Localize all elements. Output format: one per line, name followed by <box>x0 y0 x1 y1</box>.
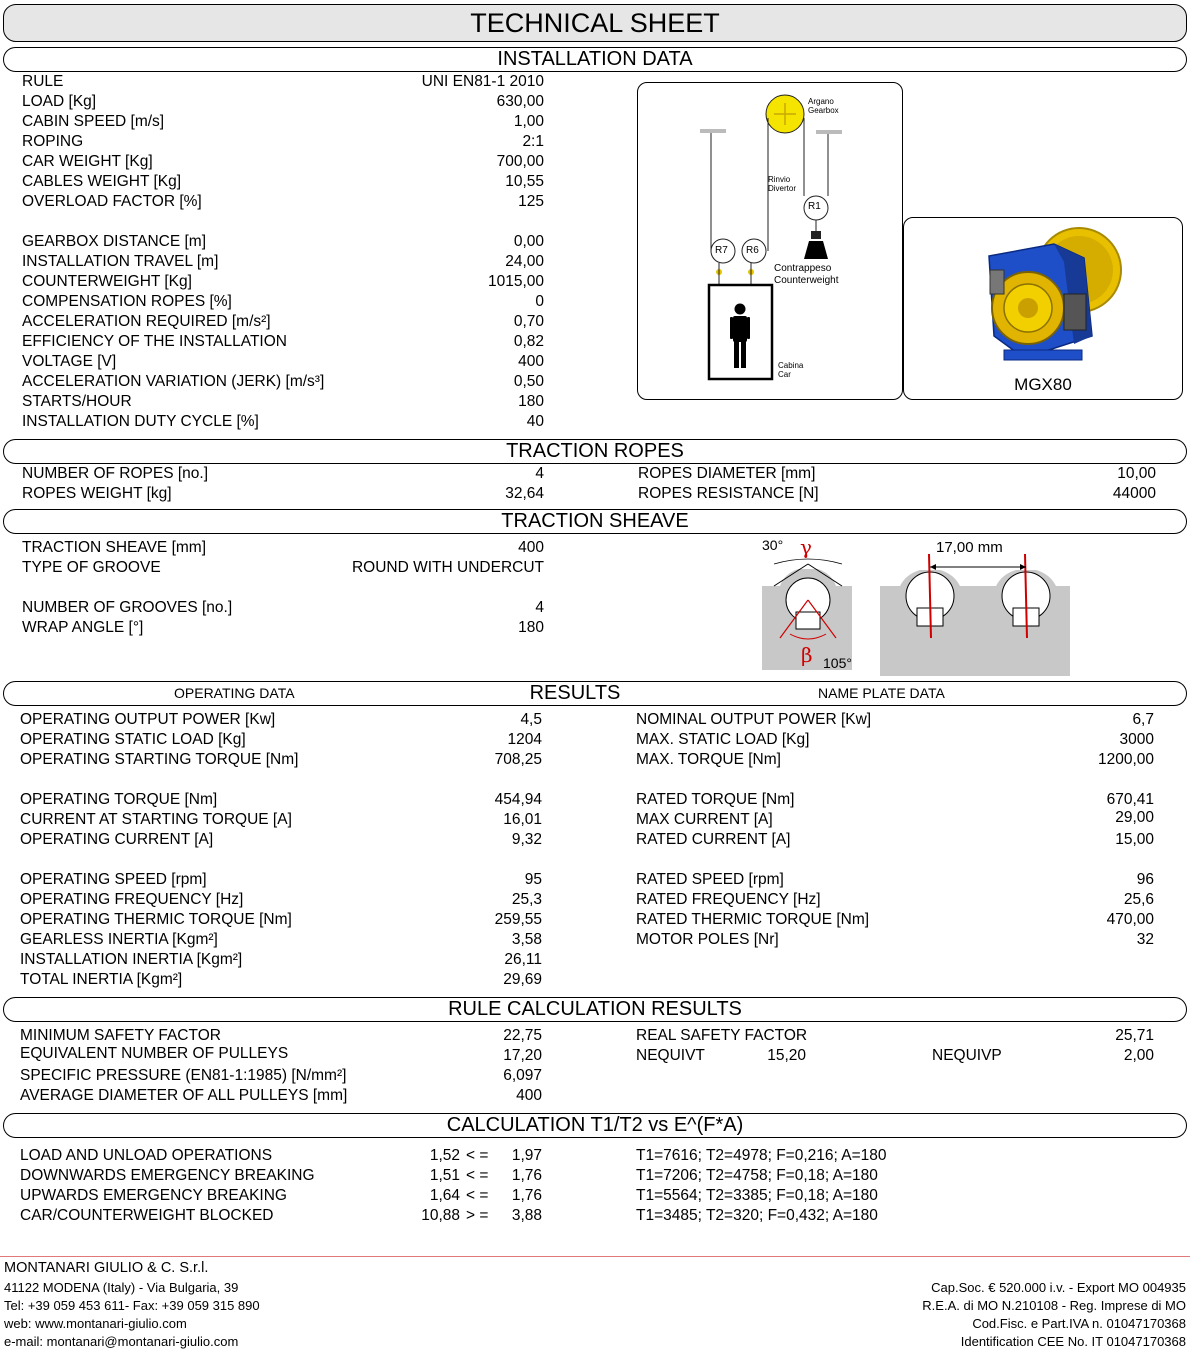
row-label: STARTS/HOUR <box>22 393 132 410</box>
row-label: ROPES WEIGHT [kg] <box>22 485 172 502</box>
motor-name: MGX80 <box>1014 375 1072 394</box>
gamma-angle-label: 30° <box>762 537 784 553</box>
row-value: 6,7 <box>1132 711 1154 728</box>
calc-row-label: UPWARDS EMERGENCY BREAKING <box>20 1187 287 1204</box>
ceiling-anchor-right <box>816 130 842 134</box>
calc-row-detail: T1=7206; T2=4758; F=0,18; A=180 <box>636 1167 878 1184</box>
row-value: 3000 <box>1119 731 1154 748</box>
row-value: 26,11 <box>504 951 542 968</box>
row-label: CABIN SPEED [m/s] <box>22 113 165 130</box>
footer-capital: Cap.Soc. € 520.000 i.v. - Export MO 004935 <box>931 1280 1186 1295</box>
calc-row-label: LOAD AND UNLOAD OPERATIONS <box>20 1147 273 1164</box>
row-label: GEARBOX DISTANCE [m] <box>22 233 207 250</box>
row-label: GEARLESS INERTIA [Kgm²] <box>20 931 218 948</box>
row-value: 454,94 <box>494 791 542 808</box>
row-label: RULE <box>22 73 64 90</box>
row-value: 125 <box>518 193 544 210</box>
section-installation-data: INSTALLATION DATA <box>3 47 1187 72</box>
row-value: 4 <box>535 465 544 482</box>
page-title: TECHNICAL SHEET <box>3 4 1187 42</box>
row-value: 29,00 <box>1115 809 1154 826</box>
row-value: 0,70 <box>513 313 544 330</box>
row-label: ACCELERATION REQUIRED [m/s²] <box>22 313 271 330</box>
car-label: Cabina Car <box>778 361 804 379</box>
calc-row-limit: 1,76 <box>511 1167 542 1184</box>
row-label: OPERATING FREQUENCY [Hz] <box>20 891 244 908</box>
calc-row-ratio: 1,52 <box>429 1147 460 1164</box>
section-traction-ropes: TRACTION ROPES <box>3 439 1187 464</box>
row-value: 0,50 <box>513 373 544 390</box>
row-label: TYPE OF GROOVE <box>22 559 161 576</box>
row-value: 25,3 <box>511 891 542 908</box>
calc-row-operator: < = <box>466 1147 489 1164</box>
row-label: OPERATING THERMIC TORQUE [Nm] <box>20 911 292 928</box>
row-value: 700,00 <box>496 153 544 170</box>
row-value: 400 <box>516 1087 542 1104</box>
calc-row-limit: 3,88 <box>511 1207 542 1224</box>
nequivp-value: 2,00 <box>1123 1047 1154 1064</box>
real-safety-factor-label: REAL SAFETY FACTOR <box>636 1027 808 1044</box>
footer-vat: Cod.Fisc. e Part.IVA n. 01047170368 <box>972 1316 1186 1331</box>
row-value: 630,00 <box>496 93 544 110</box>
row-value: 95 <box>524 871 542 888</box>
results-heading: RESULTS <box>529 682 621 704</box>
row-value: 0 <box>535 293 544 310</box>
row-value: ROUND WITH UNDERCUT <box>351 559 544 576</box>
row-value: 180 <box>518 619 544 636</box>
row-value: 670,41 <box>1106 791 1154 808</box>
row-label: OPERATING OUTPUT POWER [Kw] <box>20 711 276 728</box>
footer-divider <box>0 1256 1190 1257</box>
row-value: 1200,00 <box>1097 751 1154 768</box>
nequivt-label: NEQUIVT <box>636 1047 705 1064</box>
row-label: INSTALLATION INERTIA [Kgm²] <box>20 951 243 968</box>
name-plate-data-heading: NAME PLATE DATA <box>818 685 945 701</box>
row-label: RATED THERMIC TORQUE [Nm] <box>636 911 870 928</box>
row-value: 400 <box>518 353 544 370</box>
row-label: OPERATING SPEED [rpm] <box>20 871 207 888</box>
footer-email: e-mail: montanari@montanari-giulio.com <box>4 1334 239 1349</box>
row-value: UNI EN81-1 2010 <box>421 73 544 90</box>
footer-company: MONTANARI GIULIO & C. S.r.l. <box>4 1260 209 1276</box>
row-value: 40 <box>526 413 544 430</box>
row-label: EQUIVALENT NUMBER OF PULLEYS <box>20 1045 289 1062</box>
row-value: 44000 <box>1112 485 1156 502</box>
section-calculation-t1-t2: CALCULATION T1/T2 vs E^(F*A) <box>3 1113 1187 1138</box>
row-label: OPERATING TORQUE [Nm] <box>20 791 218 808</box>
beta-symbol: β <box>801 643 813 667</box>
footer-address: 41122 MODENA (Italy) - Via Bulgaria, 39 <box>4 1280 239 1295</box>
pulley-r7-label: R7 <box>715 245 728 256</box>
footer-cee: Identification CEE No. IT 01047170368 <box>960 1334 1186 1349</box>
row-value: 32,64 <box>505 485 544 502</box>
row-value: 1204 <box>507 731 542 748</box>
calc-row-ratio: 1,64 <box>429 1187 460 1204</box>
row-label: OVERLOAD FACTOR [%] <box>22 193 202 210</box>
footer-phone: Tel: +39 059 453 611- Fax: +39 059 315 890 <box>4 1298 260 1313</box>
calc-row-operator: < = <box>466 1187 489 1204</box>
row-label: WRAP ANGLE [°] <box>22 619 144 636</box>
pitch-label: 17,00 mm <box>936 539 1003 556</box>
row-label: RATED CURRENT [A] <box>636 831 791 848</box>
row-value: 16,01 <box>503 811 542 828</box>
operating-data-heading: OPERATING DATA <box>174 685 295 701</box>
footer-rea: R.E.A. di MO N.210108 - Reg. Imprese di MO <box>922 1298 1186 1313</box>
real-safety-factor-value: 25,71 <box>1115 1027 1154 1044</box>
row-value: 24,00 <box>505 253 544 270</box>
row-label: ACCELERATION VARIATION (JERK) [m/s³] <box>22 373 325 390</box>
row-label: OPERATING STARTING TORQUE [Nm] <box>20 751 299 768</box>
calc-row-limit: 1,97 <box>511 1147 542 1164</box>
row-value: 15,00 <box>1115 831 1154 848</box>
calc-row-detail: T1=3485; T2=320; F=0,432; A=180 <box>636 1207 878 1224</box>
row-value: 1015,00 <box>487 273 544 290</box>
row-label: RATED TORQUE [Nm] <box>636 791 795 808</box>
section-results <box>3 681 1187 706</box>
row-label: COUNTERWEIGHT [Kg] <box>22 273 192 290</box>
calc-row-ratio: 10,88 <box>421 1207 460 1224</box>
row-value: 0,82 <box>513 333 544 350</box>
gearbox-label: Argano Gearbox <box>808 97 839 115</box>
row-value: 6,097 <box>503 1067 542 1084</box>
row-value: 17,20 <box>503 1047 542 1064</box>
pulley-r1-label: R1 <box>808 201 821 212</box>
row-label: TOTAL INERTIA [Kgm²] <box>20 971 183 988</box>
row-value: 4 <box>535 599 544 616</box>
row-label: INSTALLATION DUTY CYCLE [%] <box>22 413 259 430</box>
row-value: 3,58 <box>511 931 542 948</box>
row-value: 10,00 <box>1117 465 1156 482</box>
row-label: EFFICIENCY OF THE INSTALLATION <box>22 333 287 350</box>
row-label: CAR WEIGHT [Kg] <box>22 153 153 170</box>
calc-row-limit: 1,76 <box>511 1187 542 1204</box>
roping-diagram <box>637 82 903 400</box>
row-value: 25,6 <box>1123 891 1154 908</box>
divertor-label: Rinvio Divertor <box>768 175 797 193</box>
row-label: MINIMUM SAFETY FACTOR <box>20 1027 221 1044</box>
row-value: 2:1 <box>522 133 544 150</box>
counterweight <box>804 241 828 259</box>
calc-row-label: DOWNWARDS EMERGENCY BREAKING <box>20 1167 315 1184</box>
calc-row-ratio: 1,51 <box>429 1167 460 1184</box>
calc-row-detail: T1=7616; T2=4978; F=0,216; A=180 <box>636 1147 887 1164</box>
calc-row-label: CAR/COUNTERWEIGHT BLOCKED <box>20 1207 274 1224</box>
row-label: INSTALLATION TRAVEL [m] <box>22 253 219 270</box>
motor-image-box <box>903 217 1183 400</box>
gamma-symbol: γ <box>800 535 812 559</box>
row-value: 22,75 <box>503 1027 542 1044</box>
row-label: RATED SPEED [rpm] <box>636 871 784 888</box>
calc-row-operator: < = <box>466 1167 489 1184</box>
row-value: 29,69 <box>503 971 542 988</box>
row-label: NUMBER OF GROOVES [no.] <box>22 599 233 616</box>
groove-diagram <box>760 534 1070 676</box>
row-label: CURRENT AT STARTING TORQUE [A] <box>20 811 292 828</box>
row-label: NOMINAL OUTPUT POWER [Kw] <box>636 711 872 728</box>
row-value: 9,32 <box>511 831 542 848</box>
row-label: ROPING <box>22 133 84 150</box>
row-label: LOAD [Kg] <box>22 93 97 110</box>
row-label: RATED FREQUENCY [Hz] <box>636 891 821 908</box>
row-value: 180 <box>518 393 544 410</box>
row-label: CABLES WEIGHT [Kg] <box>22 173 182 190</box>
row-value: 259,55 <box>494 911 542 928</box>
row-label: MAX CURRENT [A] <box>636 811 773 828</box>
nequivt-value: 15,20 <box>767 1047 806 1064</box>
row-value: 96 <box>1136 871 1154 888</box>
row-label: TRACTION SHEAVE [mm] <box>22 539 207 556</box>
row-value: 10,55 <box>505 173 544 190</box>
row-label: ROPES RESISTANCE [N] <box>638 485 819 502</box>
row-label: MOTOR POLES [Nr] <box>636 931 779 948</box>
row-label: OPERATING CURRENT [A] <box>20 831 214 848</box>
motor-picture <box>904 218 1182 368</box>
section-traction-sheave: TRACTION SHEAVE <box>3 509 1187 534</box>
row-value: 1,00 <box>513 113 544 130</box>
counterweight-label: Contrappeso Counterweight <box>774 263 839 286</box>
row-value: 32 <box>1136 931 1154 948</box>
row-label: NUMBER OF ROPES [no.] <box>22 465 209 482</box>
row-label: MAX. TORQUE [Nm] <box>636 751 781 768</box>
ceiling-anchor-left <box>700 129 726 133</box>
row-label: AVERAGE DIAMETER OF ALL PULLEYS [mm] <box>20 1087 348 1104</box>
row-value: 0,00 <box>513 233 544 250</box>
row-label: VOLTAGE [V] <box>22 353 117 370</box>
row-label: SPECIFIC PRESSURE (EN81-1:1985) [N/mm²] <box>20 1067 347 1084</box>
section-rule-calculation: RULE CALCULATION RESULTS <box>3 997 1187 1022</box>
pulley-r6-label: R6 <box>746 245 759 256</box>
footer-web: web: www.montanari-giulio.com <box>4 1316 187 1331</box>
row-value: 708,25 <box>494 751 542 768</box>
row-value: 470,00 <box>1106 911 1154 928</box>
beta-angle-label: 105° <box>823 655 852 671</box>
calc-row-detail: T1=5564; T2=3385; F=0,18; A=180 <box>636 1187 878 1204</box>
row-value: 4,5 <box>520 711 542 728</box>
row-label: OPERATING STATIC LOAD [Kg] <box>20 731 246 748</box>
calc-row-operator: > = <box>466 1207 489 1224</box>
row-label: COMPENSATION ROPES [%] <box>22 293 232 310</box>
row-label: ROPES DIAMETER [mm] <box>638 465 816 482</box>
roping-diagram-drawing <box>638 83 902 399</box>
row-label: MAX. STATIC LOAD [Kg] <box>636 731 810 748</box>
row-value: 400 <box>518 539 544 556</box>
nequivp-label: NEQUIVP <box>932 1047 1002 1064</box>
